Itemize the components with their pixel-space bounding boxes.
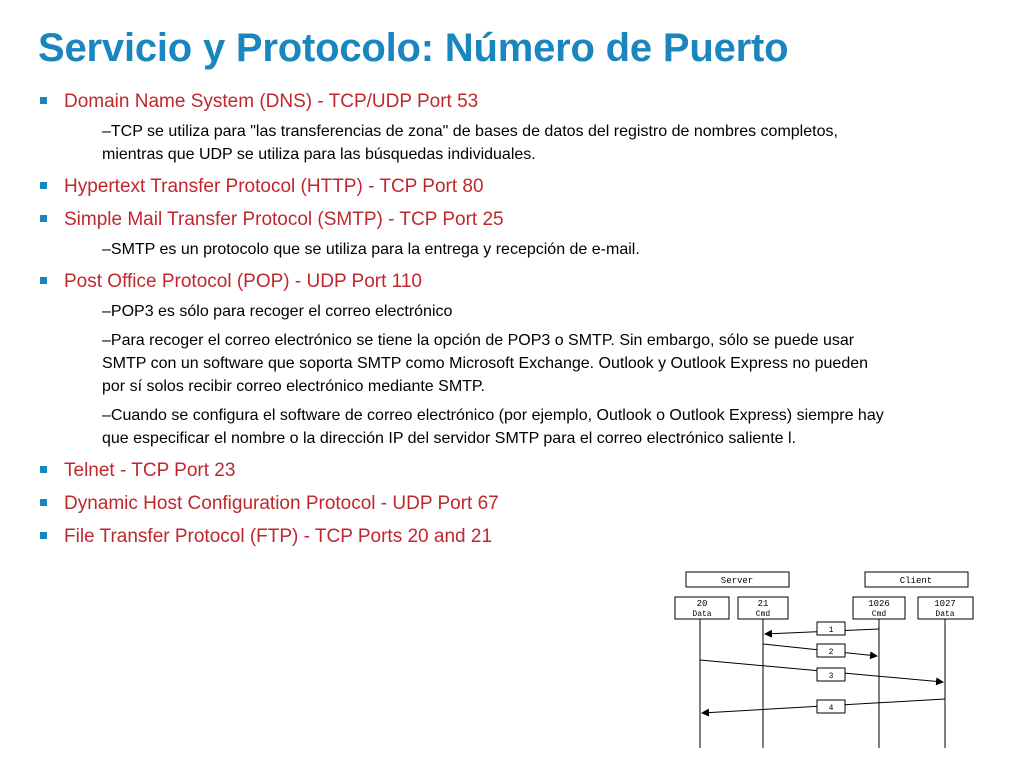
list-item-telnet bbox=[40, 459, 890, 483]
step-number: 2 bbox=[828, 648, 834, 657]
bullet-icon bbox=[40, 182, 47, 189]
step-number: 3 bbox=[828, 672, 834, 681]
item-label: File Transfer Protocol (FTP) - TCP Ports 20 and 21 bbox=[64, 526, 493, 547]
client-label: Client bbox=[899, 576, 933, 586]
list-item-smtp bbox=[40, 208, 890, 261]
list-item-ftp bbox=[40, 525, 890, 549]
bullet-icon bbox=[40, 466, 47, 473]
sub-item: –SMTP es un protocolo que se utiliza para la entrega y recepción de e-mail. bbox=[102, 241, 640, 258]
list-item-dhcp bbox=[40, 492, 890, 516]
item-label: Dynamic Host Configuration Protocol - UDP Port 67 bbox=[64, 493, 499, 514]
port-type: Cmd bbox=[755, 610, 771, 619]
step-number: 4 bbox=[828, 704, 834, 713]
sub-item: –POP3 es sólo para recoger el correo electrónico bbox=[102, 303, 453, 320]
port-type: Data bbox=[692, 610, 712, 619]
item-label: Hypertext Transfer Protocol (HTTP) - TCP Port 80 bbox=[64, 176, 484, 197]
bullet-icon bbox=[40, 499, 47, 506]
port-number: 1027 bbox=[934, 599, 956, 609]
port-number: 20 bbox=[696, 599, 708, 609]
bullet-icon bbox=[40, 532, 47, 539]
list-item-dns bbox=[40, 90, 890, 166]
server-label: Server bbox=[720, 576, 754, 586]
bullet-list bbox=[40, 90, 890, 558]
sub-item: –Para recoger el correo electrónico se tiene la opción de POP3 o SMTP. Sin embargo, sólo se puede usar SMTP con un software que soporta SMTP como Microsoft Exchange. Outlook y Outlook Express no pueden por sí solos recibir correo electrónico mediante SMTP. bbox=[102, 332, 869, 395]
ftp-sequence-diagram bbox=[670, 568, 980, 753]
bullet-icon bbox=[40, 277, 47, 284]
sub-item: –TCP se utiliza para "las transferencias de zona" de bases de datos del registro de nombres completos, mientras que UDP se utiliza para las búsquedas individuales. bbox=[102, 123, 838, 163]
page-title: Servicio y Protocolo: Número de Puerto bbox=[38, 26, 789, 70]
sub-item: –Cuando se configura el software de correo electrónico (por ejemplo, Outlook o Outlook Express) siempre hay que especificar el nombre o la dirección IP del servidor SMTP para el correo electrónico saliente l. bbox=[102, 407, 884, 447]
port-number: 21 bbox=[757, 599, 769, 609]
port-type: Data bbox=[935, 610, 955, 619]
list-item-pop bbox=[40, 270, 890, 450]
port-number: 1026 bbox=[868, 599, 890, 609]
list-item-http bbox=[40, 175, 890, 199]
item-label: Post Office Protocol (POP) - UDP Port 110 bbox=[64, 271, 422, 292]
item-label: Simple Mail Transfer Protocol (SMTP) - TCP Port 25 bbox=[64, 209, 504, 230]
step-number: 1 bbox=[828, 626, 834, 635]
port-type: Cmd bbox=[871, 610, 887, 619]
bullet-icon bbox=[40, 215, 47, 222]
bullet-icon bbox=[40, 97, 47, 104]
item-label: Telnet - TCP Port 23 bbox=[64, 460, 236, 481]
item-label: Domain Name System (DNS) - TCP/UDP Port 53 bbox=[64, 91, 479, 112]
